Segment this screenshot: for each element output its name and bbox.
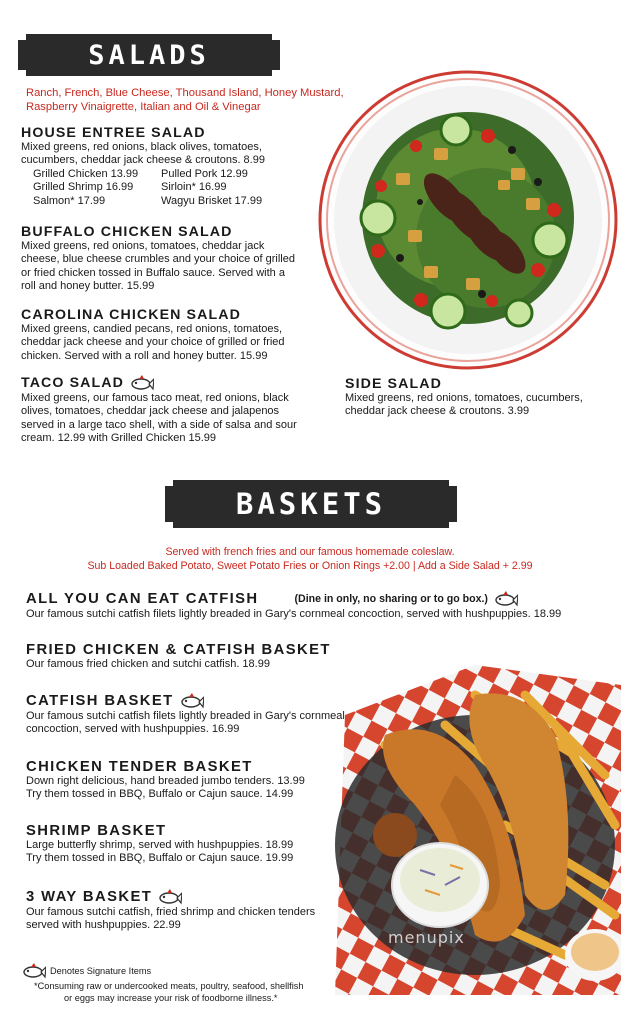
footer-note xyxy=(22,962,342,1004)
item-title: SHRIMP BASKET xyxy=(26,823,167,839)
item-desc: Mixed greens, red onions, tomatoes, cheddar jack cheese, blue cheese crumbles and your choice of grilled or fried chicken tossed in Buffalo sauce. Served with a roll and honey butter. 15.99 xyxy=(21,240,295,293)
buffalo-chicken-salad xyxy=(21,224,321,294)
option: Sirloin* 16.99 xyxy=(161,181,227,194)
item-title: 3 WAY BASKET xyxy=(26,889,153,905)
fried-chicken-catfish-basket xyxy=(26,642,426,671)
item-title: CAROLINA CHICKEN SALAD xyxy=(21,307,241,323)
dressings-list xyxy=(26,86,346,114)
item-title: HOUSE ENTREE SALAD xyxy=(21,125,206,141)
item-desc: Mixed greens, our famous taco meat, red onions, black olives, tomatoes, cheddar jack cheese and jalapenos served in a large taco shell, with a side of salsa and sour cream. 12.99 with Grilled Chicken 15.99 xyxy=(21,392,297,445)
signature-legend: Denotes Signature Items xyxy=(50,966,152,976)
catfish-basket xyxy=(26,692,386,737)
subtitle-line: Served with french fries and our famous homemade coleslaw. xyxy=(165,546,455,558)
option: Grilled Shrimp 16.99 xyxy=(33,181,134,194)
item-title: BUFFALO CHICKEN SALAD xyxy=(21,224,233,240)
all-you-can-eat-catfish xyxy=(26,590,586,621)
item-desc: Mixed greens, candied pecans, red onions, tomatoes, cheddar jack cheese and your choice of grilled or fried chicken. Served with a roll and honey butter. 15.99 xyxy=(21,323,285,362)
carolina-chicken-salad xyxy=(21,307,321,363)
signature-fish-icon xyxy=(158,888,182,906)
item-desc: Down right delicious, hand breaded jumbo tenders. 13.99 Try them tossed in BBQ, Buffalo or Cajun sauce. 14.99 xyxy=(26,775,305,801)
option: Grilled Chicken 13.99 xyxy=(33,167,139,180)
item-title-row xyxy=(26,888,366,906)
subtitle-line: Sub Loaded Baked Potato, Sweet Potato Fries or Onion Rings +2.00 | Add a Side Salad + 2.99 xyxy=(87,560,533,572)
item-title: CATFISH BASKET xyxy=(26,693,174,709)
side-salad xyxy=(345,376,605,419)
item-desc: Our famous sutchi catfish filets lightly breaded in Gary's cornmeal concoction, served with hushpuppies. 16.99 xyxy=(26,710,345,736)
item-desc: Mixed greens, red onions, tomatoes, cucumbers, cheddar jack cheese & croutons. 3.99 xyxy=(345,392,583,418)
house-entree-salad xyxy=(21,125,321,208)
signature-fish-icon xyxy=(22,962,46,980)
item-title: FRIED CHICKEN & CATFISH BASKET xyxy=(26,642,331,658)
warning-line: or eggs may increase your risk of foodborne illness.* xyxy=(64,993,278,1003)
item-desc: Our famous sutchi catfish, fried shrimp and chicken tenders served with hushpuppies. 22.99 xyxy=(26,906,316,932)
option: Pulled Pork 12.99 xyxy=(161,167,248,180)
item-title: TACO SALAD xyxy=(21,375,124,391)
salads-title: SALADS xyxy=(88,39,210,71)
baskets-banner xyxy=(173,480,449,528)
signature-fish-icon xyxy=(180,692,204,710)
chicken-tender-basket xyxy=(26,759,386,802)
item-desc: Mixed greens, red onions, black olives, tomatoes, cucumbers, cheddar jack cheese & croutons. 8.99 xyxy=(21,141,265,167)
protein-options xyxy=(33,168,321,208)
three-way-basket xyxy=(26,888,366,933)
salads-banner xyxy=(26,34,272,76)
item-title: ALL YOU CAN EAT CATFISH xyxy=(26,591,259,607)
signature-fish-icon xyxy=(494,590,518,608)
taco-salad xyxy=(21,374,321,446)
item-desc: Our famous fried chicken and sutchi catfish. 18.99 xyxy=(26,658,270,670)
warning-line: *Consuming raw or undercooked meats, poultry, seafood, shellfish xyxy=(34,981,304,991)
item-title: CHICKEN TENDER BASKET xyxy=(26,759,253,775)
dressings-line: Raspberry Vinaigrette, Italian and Oil & Vinegar xyxy=(26,101,261,113)
signature-fish-icon xyxy=(130,374,154,392)
item-note: (Dine in only, no sharing or to go box.) xyxy=(294,593,488,605)
item-desc: Large butterfly shrimp, served with hushpuppies. 18.99 Try them tossed in BBQ, Buffalo or Cajun sauce. 19.99 xyxy=(26,839,294,865)
shrimp-basket xyxy=(26,823,366,866)
option: Salmon* 17.99 xyxy=(33,194,106,207)
item-desc: Our famous sutchi catfish filets lightly breaded in Gary's cornmeal concoction, served with hushpuppies. 18.99 xyxy=(26,608,562,620)
baskets-subtitle xyxy=(70,545,550,573)
item-title-row xyxy=(26,590,586,608)
item-title: SIDE SALAD xyxy=(345,376,442,392)
option: Wagyu Brisket 17.99 xyxy=(161,194,263,207)
item-title-row xyxy=(21,374,321,392)
baskets-title: BASKETS xyxy=(235,487,387,521)
item-title-row xyxy=(26,692,386,710)
watermark: menupix xyxy=(388,928,465,947)
dressings-line: Ranch, French, Blue Cheese, Thousand Island, Honey Mustard, xyxy=(26,87,344,99)
salad-photo xyxy=(316,68,621,376)
